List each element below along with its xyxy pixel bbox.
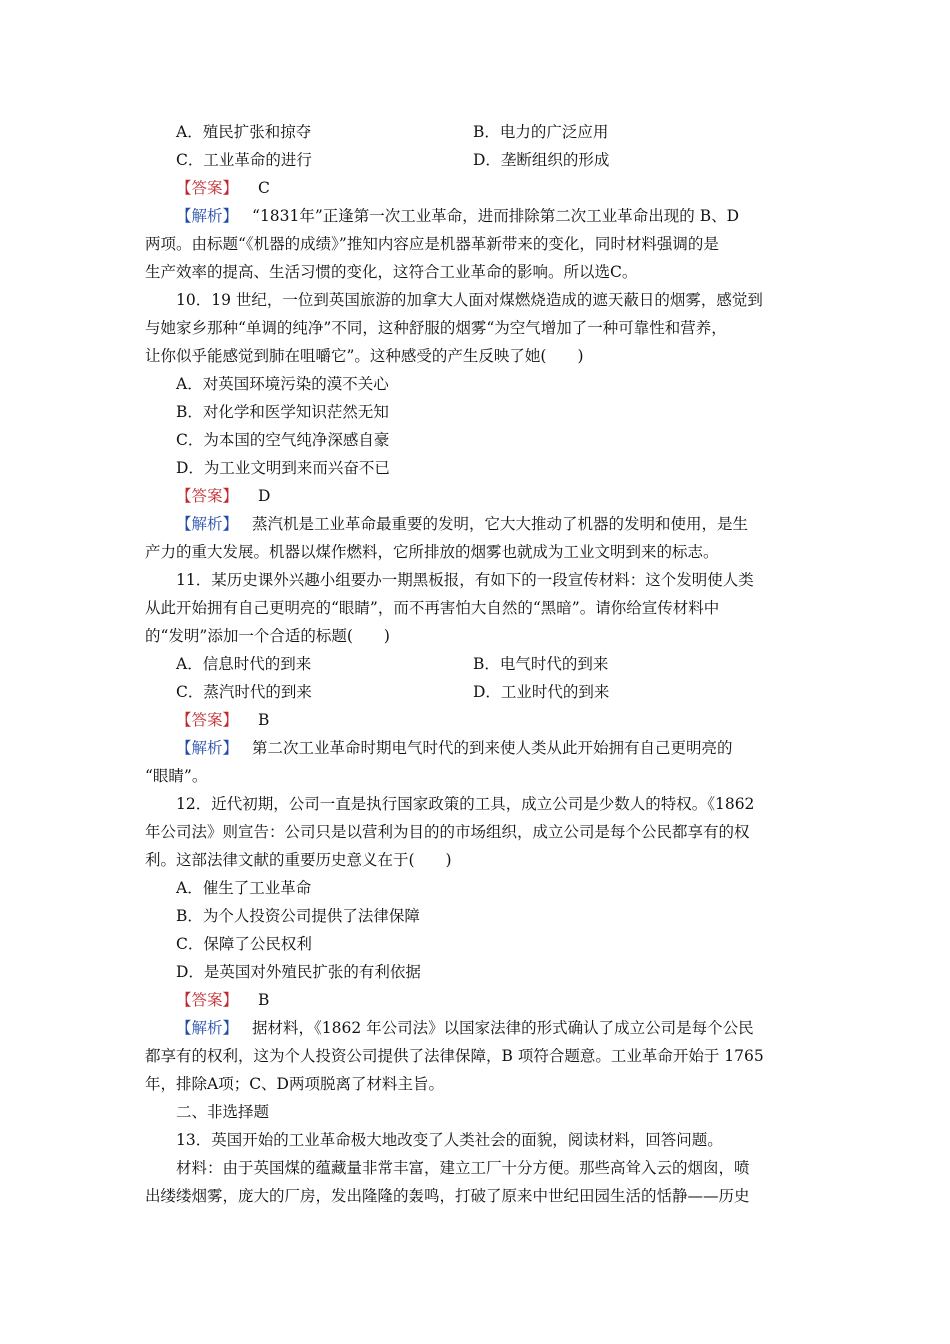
q12-option-d[interactable]: D．是英国对外殖民扩张的有利依据 (176, 963, 421, 981)
q12-answer-value: B (258, 991, 270, 1009)
q12-stem-line-2: 年公司法》则宣告：公司只是以营利为目的的市场组织，成立公司是每个公民都享有的权 (145, 823, 750, 841)
analysis-tag: 【解析】 (176, 207, 239, 225)
answer-tag: 【答案】 (176, 179, 239, 197)
q11-analysis-line-1: 【解析】 第二次工业革命时期电气时代的到来使人类从此开始拥有自己更明亮的 (176, 739, 733, 757)
q12-analysis-line-1: 【解析】 据材料，《1862 年公司法》以国家法律的形式确认了成立公司是每个公民 (176, 1019, 754, 1037)
analysis-tag: 【解析】 (176, 1019, 239, 1037)
q10-option-a[interactable]: A．对英国环境污染的漠不关心 (176, 375, 389, 393)
q9-option-d[interactable]: D．垄断组织的形成 (473, 151, 610, 169)
q11-stem-line-3: 的“发明”添加一个合适的标题( ) (145, 627, 390, 645)
q10-analysis-line-1: 【解析】 蒸汽机是工业革命最重要的发明，它大大推动了机器的发明和使用，是生 (176, 515, 749, 533)
q9-option-c[interactable]: C．工业革命的进行 (176, 151, 312, 169)
q13-material-line-2: 出缕缕烟雾，庞大的厂房，发出隆隆的轰鸣，打破了原来中世纪田园生活的恬静——历史 (145, 1187, 750, 1205)
q12-stem-line-1: 12．近代初期，公司一直是执行国家政策的工具，成立公司是少数人的特权。《1862 (176, 795, 755, 813)
q10-option-b[interactable]: B．对化学和医学知识茫然无知 (176, 403, 389, 421)
analysis-tag: 【解析】 (176, 515, 239, 533)
q10-stem-line-1: 10．19 世纪，一位到英国旅游的加拿大人面对煤燃烧造成的遮天蔽日的烟雾，感觉到 (176, 291, 763, 309)
q11-option-c[interactable]: C．蒸汽时代的到来 (176, 683, 312, 701)
q12-analysis-line-3: 年，排除A项；C、D两项脱离了材料主旨。 (145, 1075, 444, 1093)
q12-answer (176, 986, 841, 1014)
q11-option-a[interactable]: A．信息时代的到来 (176, 655, 312, 673)
q9-answer-value: C (258, 179, 270, 197)
q13-material-line-1: 材料：由于英国煤的蕴藏量非常丰富，建立工厂十分方便。那些高耸入云的烟囱，喷 (176, 1159, 750, 1177)
answer-tag: 【答案】 (176, 711, 239, 729)
section-heading: 二、非选择题 (176, 1103, 270, 1121)
q10-option-c[interactable]: C．为本国的空气纯净深感自豪 (176, 431, 390, 449)
answer-tag: 【答案】 (176, 991, 239, 1009)
q10-analysis-line-2: 产力的重大发展。机器以煤作燃料，它所排放的烟雾也就成为工业文明到来的标志。 (145, 543, 719, 561)
q9-analysis-line-1: 【解析】 “1831年”正逢第一次工业革命，进而排除第二次工业革命出现的 B、D (176, 207, 740, 225)
q10-answer-value: D (258, 487, 271, 505)
q9-analysis-line-3: 生产效率的提高、生活习惯的变化，这符合工业革命的影响。所以选C。 (145, 263, 638, 281)
q11-stem-line-2: 从此开始拥有自己更明亮的“眼睛”，而不再害怕大自然的“黑暗”。请你给宣传材料中 (145, 599, 720, 617)
q12-analysis-line-2: 都享有的权利，这为个人投资公司提供了法律保障，B 项符合题意。工业革命开始于 1765 (145, 1047, 764, 1065)
q10-option-d[interactable]: D．为工业文明到来而兴奋不已 (176, 459, 390, 477)
q11-answer (176, 706, 841, 734)
q10-answer (176, 482, 841, 510)
q11-option-b[interactable]: B．电气时代的到来 (473, 655, 609, 673)
q12-option-c[interactable]: C．保障了公民权利 (176, 935, 312, 953)
q11-analysis-line-2: “眼睛”。 (145, 767, 208, 785)
q9-answer (176, 174, 841, 202)
q11-option-d[interactable]: D．工业时代的到来 (473, 683, 610, 701)
q13-stem: 13．英国开始的工业革命极大地改变了人类社会的面貌，阅读材料，回答问题。 (176, 1131, 723, 1149)
q12-option-a[interactable]: A．催生了工业革命 (176, 879, 312, 897)
q12-stem-line-3: 利。这部法律文献的重要历史意义在于( ) (145, 851, 452, 869)
q9-analysis-line-2: 两项。由标题“《机器的成绩》”推知内容应是机器革新带来的变化，同时材料强调的是 (145, 235, 719, 253)
q11-stem-line-1: 11．某历史课外兴趣小组要办一期黑板报，有如下的一段宣传材料：这个发明使人类 (176, 571, 754, 589)
q11-answer-value: B (258, 711, 270, 729)
q12-option-b[interactable]: B．为个人投资公司提供了法律保障 (176, 907, 420, 925)
q9-option-b[interactable]: B．电力的广泛应用 (473, 123, 609, 141)
q10-stem-line-2: 与她家乡那种“单调的纯净”不同，这种舒服的烟雾“为空气增加了一种可靠性和营养， (145, 319, 727, 337)
answer-tag: 【答案】 (176, 487, 239, 505)
analysis-tag: 【解析】 (176, 739, 239, 757)
q10-stem-line-3: 让你似乎能感觉到肺在咀嚼它”。这种感受的产生反映了她( ) (145, 347, 584, 365)
q9-option-a[interactable]: A．殖民扩张和掠夺 (176, 123, 312, 141)
